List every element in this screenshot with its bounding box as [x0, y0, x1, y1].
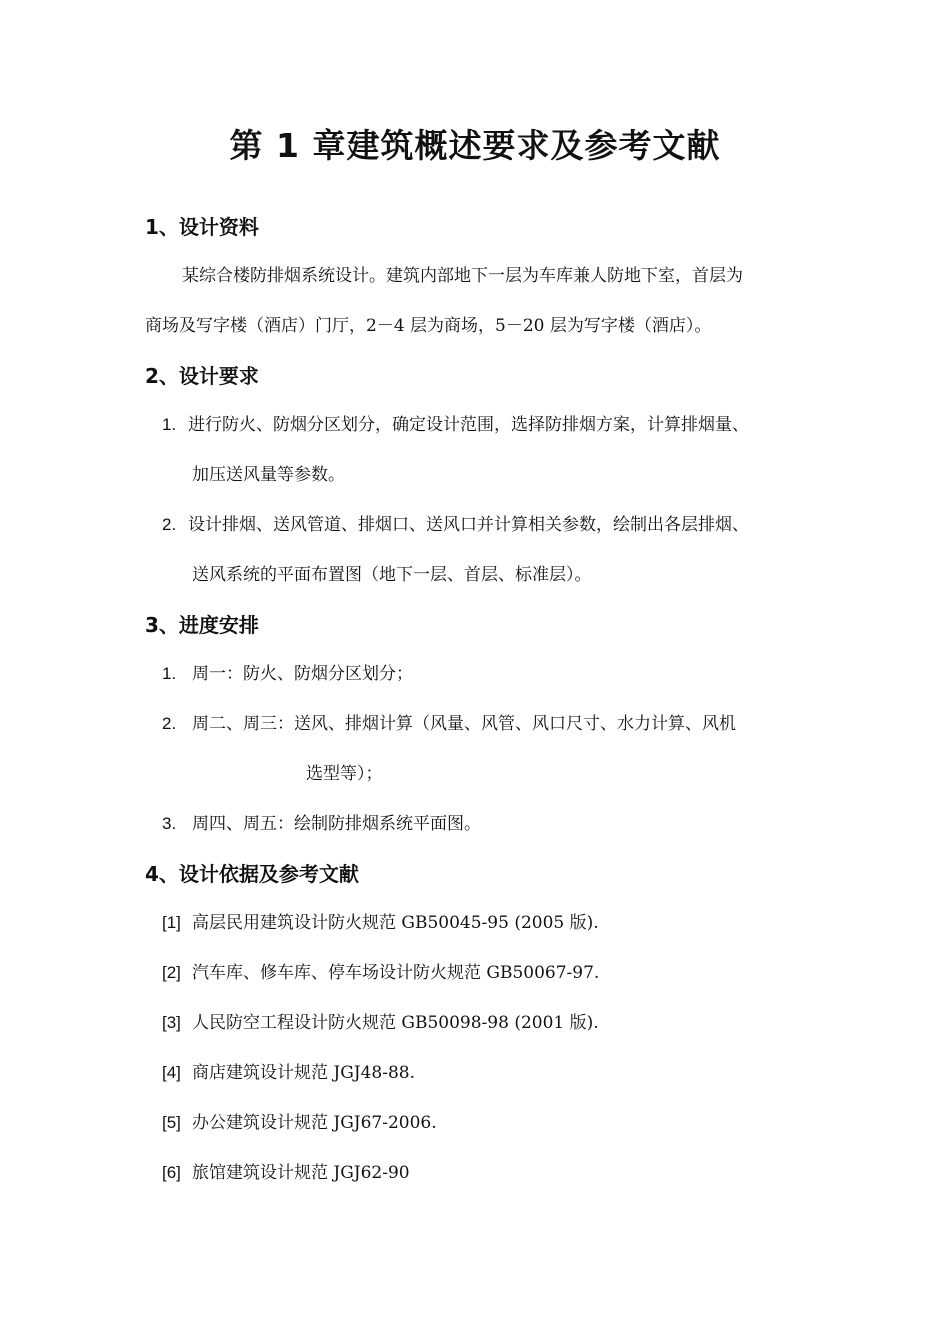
list-item-label: 周二、周三： [192, 714, 294, 734]
list-item-continuation: 选型等）； [306, 764, 383, 784]
list-item-text: 设计排烟、送风管道、排烟口、送风口并计算相关参数，绘制出各层排烟、 [188, 515, 749, 535]
reference-text: 商店建筑设计规范 JGJ48-88. [192, 1063, 416, 1083]
reference-text: 高层民用建筑设计防火规范 GB50045-95 (2005 版). [192, 913, 599, 933]
reference-item [162, 960, 599, 986]
reference-item [162, 1060, 415, 1086]
reference-number: [1] [162, 913, 181, 932]
reference-text: 汽车库、修车库、停车场设计防火规范 GB50067-97. [192, 963, 600, 983]
section-heading-references: 4、设计依据及参考文献 [145, 862, 359, 886]
reference-number: [6] [162, 1163, 181, 1182]
reference-text: 旅馆建筑设计规范 JGJ62-90 [192, 1163, 410, 1183]
list-item [162, 512, 749, 538]
page-title: 第 1 章建筑概述要求及参考文献 [229, 126, 721, 165]
list-item-continuation: 加压送风量等参数。 [192, 465, 345, 485]
reference-item [162, 910, 599, 936]
reference-text: 办公建筑设计规范 JGJ67-2006. [192, 1113, 437, 1133]
list-item-text: 防火、防烟分区划分； [243, 664, 413, 684]
reference-number: [3] [162, 1013, 181, 1032]
list-item-number: 2. [162, 515, 177, 534]
reference-item [162, 1110, 437, 1136]
reference-number: [5] [162, 1113, 181, 1132]
reference-number: [4] [162, 1063, 181, 1082]
list-item-label: 周四、周五： [192, 814, 294, 834]
reference-item [162, 1160, 410, 1186]
section-heading-design-requirements: 2、设计要求 [145, 364, 259, 388]
list-item-number: 2. [162, 714, 177, 733]
list-item-number: 1. [162, 415, 177, 434]
list-item-number: 3. [162, 814, 177, 833]
paragraph-line: 某综合楼防排烟系统设计。建筑内部地下一层为车库兼人防地下室，首层为 [182, 266, 743, 286]
list-item-text: 送风、排烟计算（风量、风管、风口尺寸、水力计算、风机 [294, 714, 736, 734]
list-item-label: 周一： [192, 664, 243, 684]
section-heading-schedule: 3、进度安排 [145, 613, 259, 637]
list-item [162, 412, 749, 438]
reference-number: [2] [162, 963, 181, 982]
list-item-continuation: 送风系统的平面布置图（地下一层、首层、标准层）。 [192, 565, 592, 585]
list-item-number: 1. [162, 664, 177, 683]
list-item-text: 绘制防排烟系统平面图。 [294, 814, 481, 834]
paragraph-line: 商场及写字楼（酒店）门厅，2－4 层为商场，5－20 层为写字楼（酒店）。 [145, 316, 712, 336]
list-item [162, 661, 413, 687]
list-item [162, 711, 736, 737]
reference-item [162, 1010, 599, 1036]
list-item-text: 进行防火、防烟分区划分，确定设计范围，选择防排烟方案，计算排烟量、 [188, 415, 749, 435]
list-item [162, 811, 481, 837]
reference-text: 人民防空工程设计防火规范 GB50098-98 (2001 版). [192, 1013, 599, 1033]
section-heading-design-data: 1、设计资料 [145, 215, 259, 239]
